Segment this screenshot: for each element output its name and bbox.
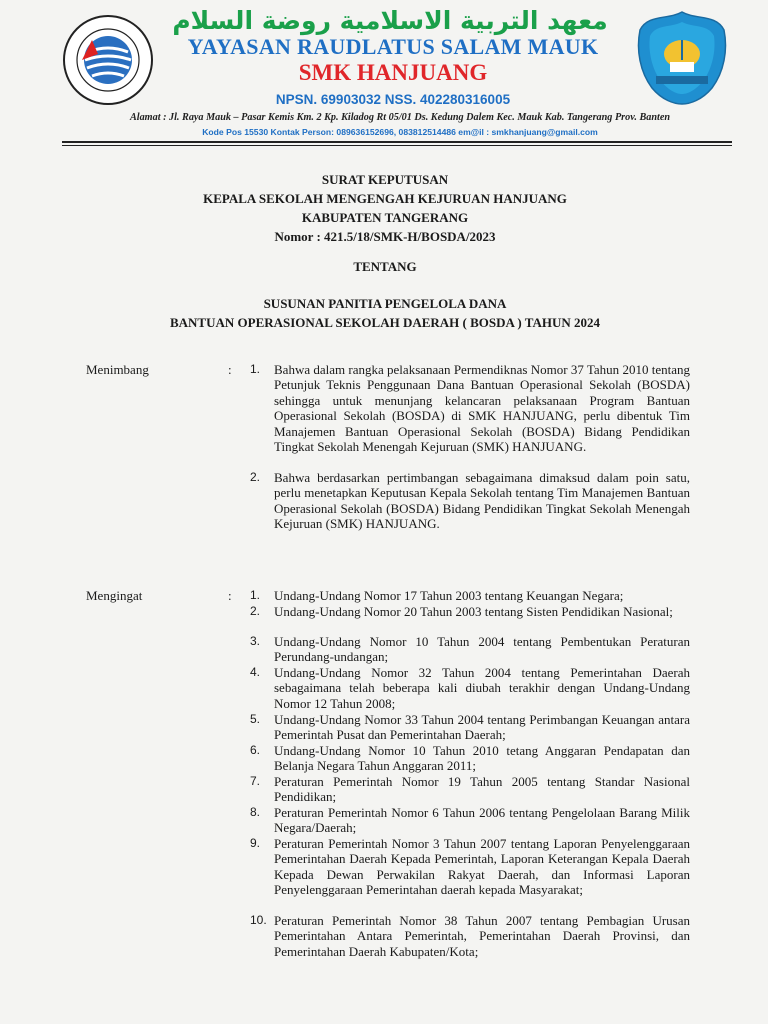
arabic-institution-name: معهد التربية الاسلامية روضة السلام (172, 6, 608, 35)
item-text: Bahwa berdasarkan pertimbangan sebagaimana dimaksud dalam poin satu, perlu menetapkan Keputusan Kepala Sekolah tentang Tim Manajemen Bantuan Operasional Sekolah (BOSDA) Bidang Pendidikan Tingkat Sekolah Menengah Kejuruan (SMK) HANJUANG. (274, 470, 690, 532)
list-item (250, 470, 690, 532)
list-item (250, 712, 690, 743)
school-address: Alamat : Jl. Raya Mauk – Pasar Kemis Km. 2 Kp. Kiladog Rt 05/01 Ds. Kedung Dalem Kec. Mauk Kab. Tangerang Prov. Banten (129, 112, 671, 123)
decree-number: Nomor : 421.5/18/SMK-H/BOSDA/2023 (274, 229, 496, 244)
item-text: Peraturan Pemerintah Nomor 19 Tahun 2005 tentang Standar Nasional Pendidikan; (274, 774, 690, 805)
item-text: Undang-Undang Nomor 32 Tahun 2004 tentang Pemerintahan Daerah sebagaimana telah beberapa kali diubah terakhir dengan Undang-Undang Nomor 12 Tahun 2008; (274, 665, 690, 711)
school-logo-left (62, 14, 154, 106)
subject-line-1: SUSUNAN PANITIA PENGELOLA DANA (263, 296, 507, 311)
tentang-heading: TENTANG (353, 259, 417, 274)
list-item (250, 665, 690, 711)
item-number: 3. (250, 634, 261, 648)
title-line-2: KEPALA SEKOLAH MENGENGAH KEJURUAN HANJUANG (203, 191, 567, 206)
header-rule-thick (62, 141, 732, 143)
item-number: 8. (250, 805, 261, 819)
item-text: Undang-Undang Nomor 10 Tahun 2010 tetang Anggaran Pendapatan dan Belanja Negara Tahun Anggaran 2011; (274, 743, 690, 774)
list-item (250, 743, 690, 774)
item-number: 1. (250, 588, 261, 602)
item-number: 9. (250, 836, 261, 850)
item-text: Undang-Undang Nomor 33 Tahun 2004 tentang Perimbangan Keuangan antara Pemerintah Pusat dan Pemerintahan Daerah; (274, 712, 690, 743)
list-item (250, 805, 690, 836)
item-text: Bahwa dalam rangka pelaksanaan Permendiknas Nomor 37 Tahun 2010 tentang Petunjuk Teknis Penggunaan Dana Bantuan Operasional Sekolah (BOSDA) sehingga untuk menunjang kelancaran pelaksanaan Program Bantuan Operasional Sekolah (BOSDA) di SMK HANJUANG, perlu dibentuk Tim Manajemen Bantuan Operasional Sekolah (BOSDA) Bidang Pendidikan Tingkat Sekolah Menengah Kejuruan (SMK) HANJUANG. (274, 362, 690, 455)
item-number: 2. (250, 604, 261, 618)
header-rule-thin (62, 145, 732, 146)
item-number: 2. (250, 470, 261, 484)
list-item (250, 588, 690, 603)
list-item (250, 774, 690, 805)
menimbang-colon: : (228, 362, 232, 377)
subject-line-2: BANTUAN OPERASIONAL SEKOLAH DAERAH ( BOSDA ) TAHUN 2024 (169, 315, 601, 330)
item-text: Undang-Undang Nomor 20 Tahun 2003 tentang Sisten Pendidikan Nasional; (274, 604, 673, 619)
decree-subject (60, 294, 710, 332)
school-name: SMK HANJUANG (298, 60, 488, 85)
list-item (250, 604, 690, 619)
item-text: Peraturan Pemerintah Nomor 3 Tahun 2007 tentang Laporan Penyelenggaraan Pemerintahan Daerah Kepada Pemerintah, Laporan Keterangan Kepala Daerah Kepada Dewan Perwakilan Rakyat Daerah, dan Informasi Laporan Penyelenggaraan Pemerintahan daerah kepada Masyarakat; (274, 836, 690, 898)
title-line-1: SURAT KEPUTUSAN (321, 172, 449, 187)
mengingat-colon: : (228, 588, 232, 603)
item-number: 5. (250, 712, 261, 726)
list-item (250, 913, 690, 959)
list-item (250, 836, 690, 898)
item-number: 10. (250, 913, 267, 927)
foundation-logo-right (636, 10, 728, 106)
foundation-name: YAYASAN RAUDLATUS SALAM MAUK (187, 34, 599, 59)
item-number: 7. (250, 774, 261, 788)
item-text: Undang-Undang Nomor 10 Tahun 2004 tentang Pembentukan Peraturan Perundang-undangan; (274, 634, 690, 665)
npsn-nss: NPSN. 69903032 NSS. 402280316005 (275, 92, 511, 107)
item-text: Undang-Undang Nomor 17 Tahun 2003 tentang Keuangan Negara; (274, 588, 624, 603)
list-item (250, 634, 690, 665)
item-text: Peraturan Pemerintah Nomor 6 Tahun 2006 tentang Pengelolaan Barang Milik Negara/Daerah; (274, 805, 690, 836)
list-item (250, 362, 690, 454)
item-text: Peraturan Pemerintah Nomor 38 Tahun 2007 tentang Pembagian Urusan Pemerintahan Antara Pemerintah, Pemerintahan Daerah Provinsi, dan Pemerintahan Daerah Kabupaten/Kota; (274, 913, 690, 959)
decree-title (80, 170, 690, 246)
item-number: 6. (250, 743, 261, 757)
school-contact: Kode Pos 15530 Kontak Person: 089636152696, 083812514486 em@il : smkhanjuang@gmail.com (202, 127, 598, 137)
title-line-3: KABUPATEN TANGERANG (301, 210, 469, 225)
mengingat-label: Mengingat (86, 588, 143, 603)
item-number: 4. (250, 665, 261, 679)
item-number: 1. (250, 362, 261, 376)
menimbang-label: Menimbang (86, 362, 149, 377)
